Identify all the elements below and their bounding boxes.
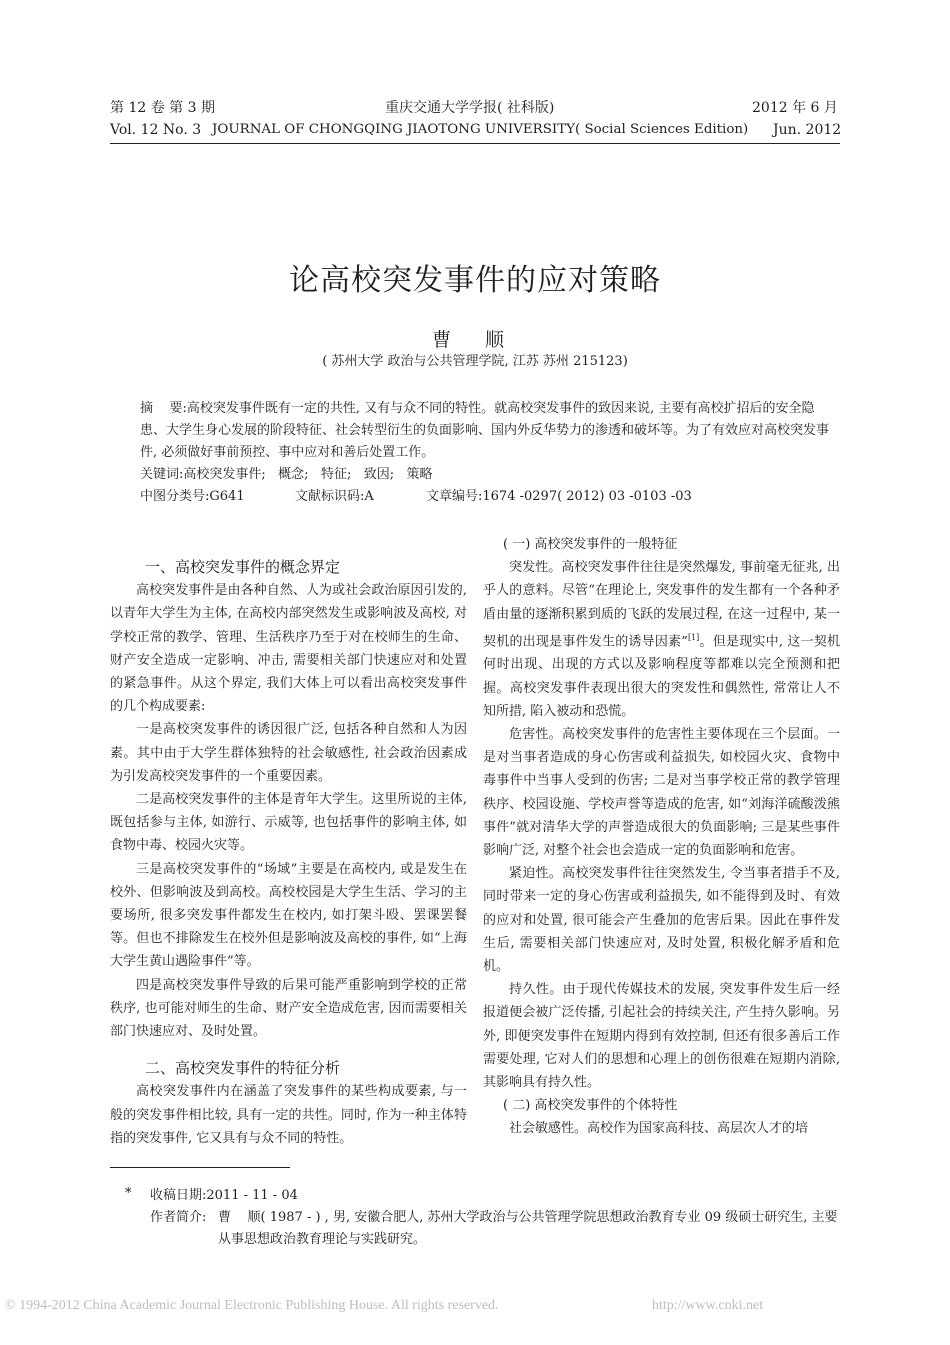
journal-name-cn: 重庆交通大学学报( 社科版) <box>385 100 555 116</box>
paragraph: 持久性。由于现代传媒技术的发展, 突发事件发生后一经报道便会被广泛传播, 引起社会的持续关注, 产生持久影响。另外, 即便突发事件在短期内得到有效控制, 但还有很多善后工作需要处理, 它对人们的思想和心理上的创伤很难在短期内消除, 其影响具有持久性。 <box>483 982 840 1090</box>
paragraph: 一是高校突发事件的诱因很广泛, 包括各种自然和人为因素。其中由于大学生群体独特的社会敏感性, 社会政治因素成为引发高校突发事件的一个重要因素。 <box>110 722 467 784</box>
paragraph: 四是高校突发事件导致的后果可能严重影响到学校的正常秩序, 也可能对师生的生命、财产安全造成危害, 因而需要相关部门快速应对、及时处置。 <box>110 977 467 1040</box>
doc-code-label: 文献标识码: <box>295 489 365 504</box>
article-title: 论高校突发事件的应对策略 <box>289 263 661 298</box>
paragraph-text: 突发性。高校突发事件往往是突然爆发, 事前毫无征兆, 出乎人的意料。尽管“在理论上, 突发事件的发生都有一个各种矛盾由量的逐渐积累到质的飞跃的发展过程, 在这一过程中, 某一契机的出现是事件发生的诱导因素” <box>483 560 840 650</box>
copyright-watermark: © 1994-2012 China Academic Journal Electronic Publishing House. All rights reserved. <box>5 1298 499 1313</box>
abstract-paragraph <box>140 398 840 464</box>
subsection-1-title: ( 一) 高校突发事件的一般特征 <box>503 537 678 552</box>
author-bio: 曹 顺( 1987 - ) , 男, 安徽合肥人, 苏州大学政治与公共管理学院思想政治教育专业 09 级硕士研究生, 主要从事思想政治教育理论与实践研究。 <box>218 1210 838 1247</box>
date-cn: 2012 年 6 月 <box>752 100 838 116</box>
paragraph: 社会敏感性。高校作为国家高科技、高层次人才的培 <box>509 1121 809 1137</box>
citation-ref: [1] <box>687 632 700 642</box>
paragraph: 危害性。高校突发事件的危害性主要体现在三个层面。一是对当事者造成的身心伤害或利益损失, 如校园火灾、食物中毒事件中当事人受到的伤害; 二是对当事学校正常的教学管理秩序、校园设施、学校声誉等造成的危害, 如“刘海洋硫酸泼熊事件”就对清华大学的声誉造成很大的负面影响; 三是某些事件影响广泛, 对整个社会也会造成一定的负面影响和危害。 <box>483 726 840 858</box>
left-column <box>110 556 467 1150</box>
received-label: 收稿日期: <box>150 1188 207 1203</box>
cnki-link[interactable]: http://www.cnki.net <box>652 1298 764 1313</box>
doc-code-value: A <box>364 489 374 504</box>
paragraph: 紧迫性。高校突发事件往往突然发生, 令当事者措手不及, 同时带来一定的身心伤害或利益损失, 如不能得到及时、有效的应对和处置, 很可能会产生叠加的危害后果。因此在事件发生后, 需要相关部门快速应对, 及时处置, 积极化解矛盾和危机。 <box>483 866 840 974</box>
paragraph: 二是高校突发事件的主体是青年大学生。这里所说的主体, 既包括参与主体, 如游行、示威等, 也包括事件的影响主体, 如食物中毒、校园火灾等。 <box>110 792 467 854</box>
received-date <box>150 1185 298 1207</box>
right-column <box>483 533 840 1141</box>
header-rule <box>110 143 840 144</box>
paragraph: 高校突发事件是由各种自然、人为或社会政治原因引发的, 以青年大学生为主体, 在高校内部突然发生或影响波及高校, 对学校正常的教学、管理、生活秩序乃至于对在校师生的生命、财产安全造成一定影响、冲击, 需要相关部门快速应对和处置的紧急事件。从这个界定, 我们大体上可以看出高校突发事件的几个构成要素: <box>110 583 467 715</box>
paragraph <box>483 556 840 723</box>
subsection-2-title: ( 二) 高校突发事件的个体特性 <box>503 1098 678 1114</box>
doc-code <box>295 486 374 508</box>
abstract-text: 高校突发事件既有一定的共性, 又有与众不同的特性。就高校突发事件的致因来说, 主要有高校扩招后的安全隐患、大学生身心发展的阶段特征、社会转型衍生的负面影响、国内外反华势力的渗透和破坏等。为了有效应对高校突发事件, 必须做好事前预控、事中应对和善后处置工作。 <box>140 401 830 460</box>
abstract-label: 摘 要: <box>140 401 187 416</box>
author-name: 曹 顺 <box>431 329 519 351</box>
article-number <box>426 486 692 508</box>
clc-label: 中图分类号: <box>140 489 210 504</box>
section-2-title: 二、高校突发事件的特征分析 <box>145 1059 341 1078</box>
classification-line <box>140 486 840 508</box>
keywords-label: 关键词: <box>140 467 184 482</box>
section-1-title: 一、高校突发事件的概念界定 <box>145 558 341 576</box>
article-number-value: 1674 -0297( 2012) 03 -0103 -03 <box>482 489 692 504</box>
paragraph: 三是高校突发事件的“场域”主要是在高校内, 或是发生在校外、但影响波及到高校。高校校园是大学生生活、学习的主要场所, 很多突发事件都发生在校内, 如打架斗殴、罢课罢餐等。但也不排除发生在校外但是影响波及高校的事件, 如“上海大学生黄山遇险事件”等。 <box>110 861 467 970</box>
volume-issue-en: Vol. 12 No. 3 <box>110 122 202 138</box>
footnote-marker: * <box>125 1186 132 1201</box>
section-gap <box>110 1043 467 1057</box>
volume-issue-cn: 第 12 卷 第 3 期 <box>110 100 215 116</box>
journal-name-en: JOURNAL OF CHONGQING JIAOTONG UNIVERSITY( Social Sciences Edition) <box>212 122 749 137</box>
clc-value: G641 <box>209 489 245 504</box>
abstract <box>140 398 840 508</box>
article-number-label: 文章编号: <box>426 489 483 504</box>
paragraph: 高校突发事件内在涵盖了突发事件的某些构成要素, 与一般的突发事件相比较, 具有一定的共性。同时, 作为一种主体特指的突发事件, 它又具有与众不同的特性。 <box>110 1084 467 1146</box>
date-en: Jun. 2012 <box>773 122 842 138</box>
bio-label: 作者简介: <box>150 1210 207 1225</box>
author-affiliation: ( 苏州大学 政治与公共管理学院, 江苏 苏州 215123) <box>322 354 628 369</box>
paragraph-text: 。但是现实中, 这一契机何时出现、出现的方式以及影响程度等都难以完全预测和把握。高校突发事件表现出很大的突发性和偶然性, 常常让人不知所措, 陷入被动和恐慌。 <box>483 634 841 719</box>
keywords <box>140 464 840 486</box>
keywords-text: 高校突发事件; 概念; 特征; 致因; 策略 <box>183 467 433 482</box>
received-value: 2011 - 11 - 04 <box>206 1188 298 1203</box>
footnote-rule <box>110 1167 290 1168</box>
clc <box>140 486 245 508</box>
